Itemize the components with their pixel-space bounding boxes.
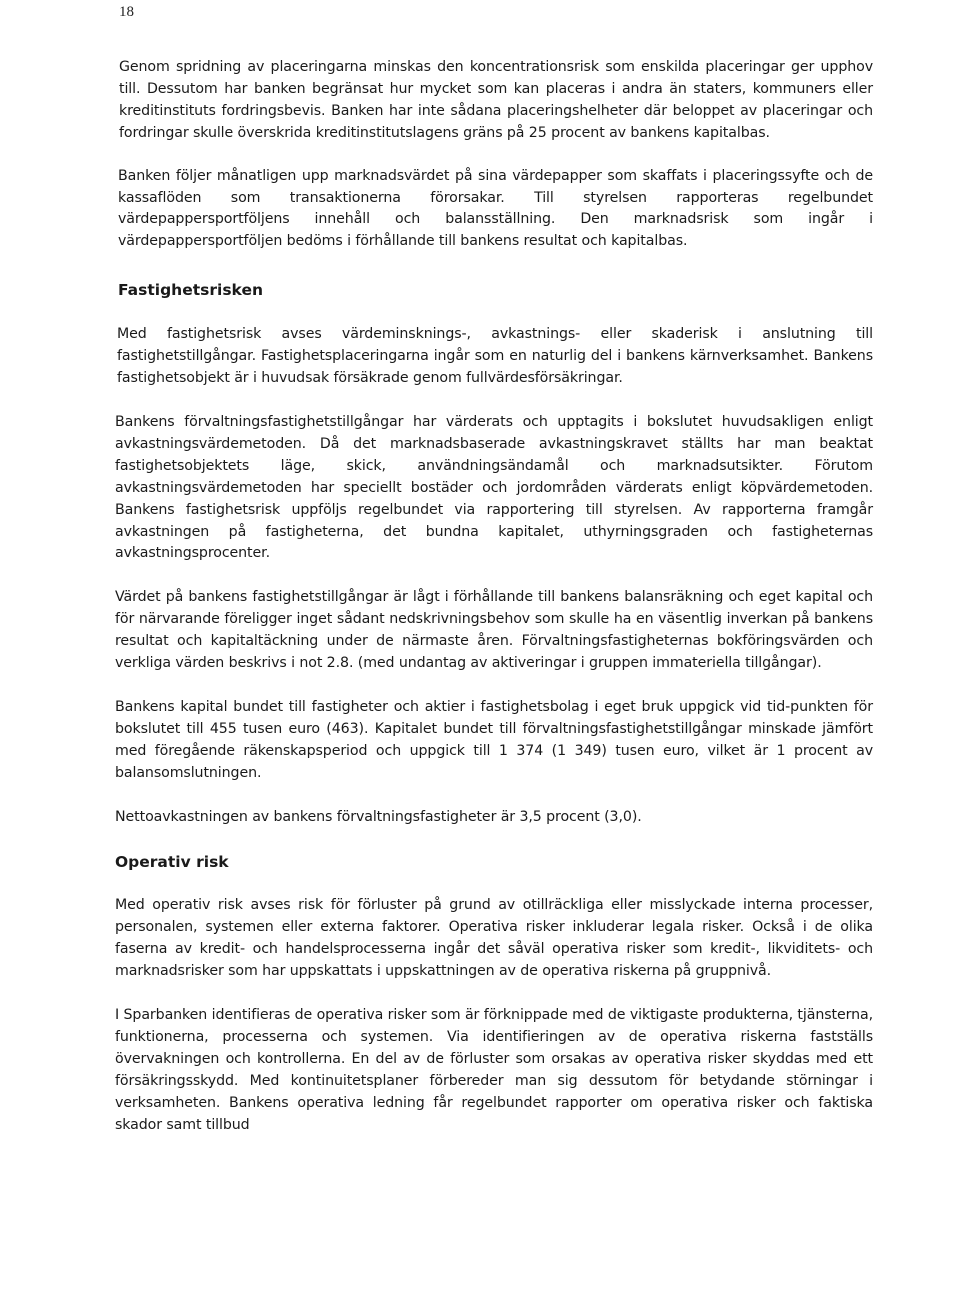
paragraph-property-valuation: Bankens förvaltningsfastighetstillgångar har värderats och upptagits i bokslutet huvudsakligen enligt avkastningsvärdemetoden. Då det marknadsbaserade avkastningskravet ställts har man beaktat fastighetsobjektets läge, skick, användningsändamål och marknadsutsikter. Förutom avkastningsvärdemetoden har speciellt bostäder och jordområden värderats enligt köpvärdemetoden. Bankens fastighetsrisk uppföljs regelbundet via rapportering till styrelsen. Av rapporterna framgår avkastningen på fastigheterna, det bundna kapitalet, uthyrningsgraden och fastigheternas avkastningsprocenter. (115, 413, 873, 562)
paragraph-net-return: Nettoavkastningen av bankens förvaltningsfastigheter är 3,5 procent (3,0). (115, 808, 642, 825)
paragraph-operational-risk-identification: I Sparbanken identifieras de operativa risker som är förknippade med de viktigaste produkterna, tjänsterna, funktionerna, processerna och systemen. Via identifieringen av de operativa riskerna fastställs övervakningen och kontrollerna. En del av de förluster som orsakas av operativa risker skyddas med ett försäkringsskydd. Med kontinuitetsplaner förbereder man sig dessutom för betydande störningar i verksamheten. Bankens operativa ledning får regelbundet rapporter om operativa risker och faktiska skador samt tillbud (115, 1007, 873, 1133)
paragraph-property-risk-definition: Med fastighetsrisk avses värdeminsknings-, avkastnings- eller skaderisk i anslutning till fastighetstillgångar. Fastighetsplaceringarna ingår som en naturlig del i bankens kärnverksamhet. Bankens fastighetsobjekt är i huvudsak försäkrade genom fullvärdesförsäkringar. (117, 326, 873, 387)
paragraph-property-capital: Bankens kapital bundet till fastigheter och aktier i fastighetsbolag i eget bruk uppgick vid tid-punkten för bokslutet till 455 tusen euro (463). Kapitalet bundet till förvaltningsfastighetstillgångar minskade jämfört med föregående räkenskapsperiod och uppgick till 1 374 (1 349) tusen euro, vilket är 1 procent av balansomslutningen. (115, 698, 873, 781)
paragraph-market-value-monitoring: Banken följer månatligen upp marknadsvärdet på sina värdepapper som skaffats i placeringssyfte och de kassaflöden som transaktionerna förorsakar. Till styrelsen rapporteras regelbundet värdepappersportföljens innehåll och balansställning. Den marknadsrisk som ingår i värdepappersportföljen bedöms i förhållande till bankens resultat och kapitalbas. (118, 167, 873, 250)
paragraph-property-value: Värdet på bankens fastighetstillgångar är lågt i förhållande till bankens balansräkning och eget kapital och för närvarande föreligger inget sådant nedskrivningsbehov som skulle ha en väsentlig inverkan på bankens resultat och kapitaltäckning under de närmaste åren. Förvaltningsfastigheternas bokföringsvärden och verkliga värden beskrivs i not 2.8. (med undantag av aktiveringar i gruppen immateriella tillgångar). (115, 589, 873, 672)
heading-fastighetsrisken: Fastighetsrisken (118, 281, 263, 300)
document-body (115, 57, 873, 1137)
page-number: 18 (119, 4, 134, 20)
heading-operativ-risk: Operativ risk (115, 853, 229, 872)
paragraph-operational-risk-definition: Med operativ risk avses risk för förluster på grund av otillräckliga eller misslyckade interna processer, personalen, systemen eller externa faktorer. Operativa risker inkluderar legala risker. Också i de olika faserna av kredit- och handelsprocesserna ingår det såväl operativa risker som kredit-, likviditets- och marknadsrisker som har uppskattats i uppskattningen av de operativa riskerna på gruppnivå. (115, 897, 873, 980)
paragraph-concentration-risk: Genom spridning av placeringarna minskas den koncentrationsrisk som enskilda placeringar ger upphov till. Dessutom har banken begränsat hur mycket som kan placeras i andra än staters, kommuners eller kreditinstituts fordringsbevis. Banken har inte sådana placeringshelheter där beloppet av placeringar och fordringar skulle överskrida kreditinstitutslagens gräns på 25 procent av bankens kapitalbas. (119, 59, 873, 141)
